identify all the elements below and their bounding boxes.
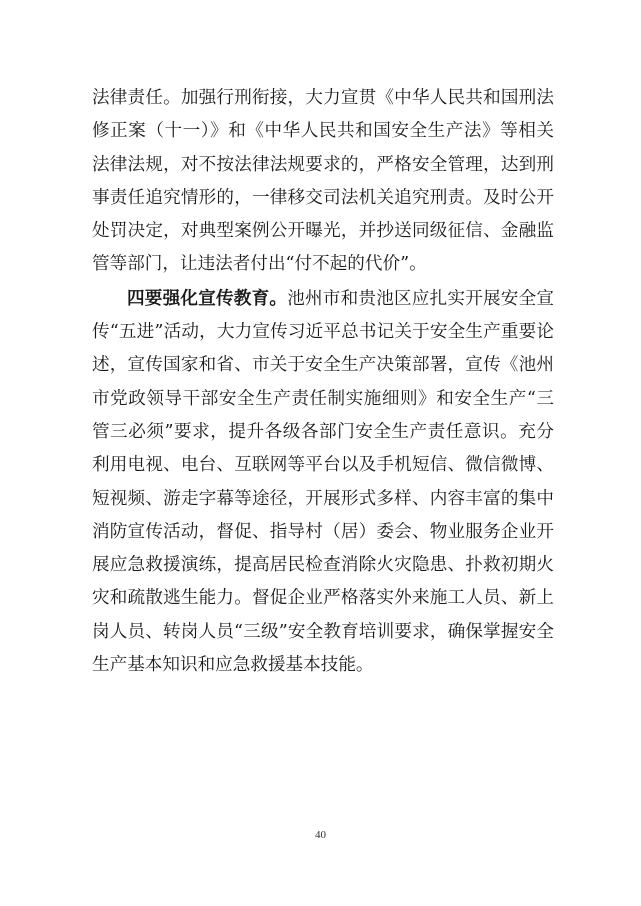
- paragraph-continuation: 法律责任。加强行刑衔接，大力宣贯《中华人民共和国刑法修正案（十一）》和《中华人民共和国安全生产法》等相关法律法规，对不按法律法规要求的，严格安全管理，达到刑事责任追究情形的，一律移交司法机关追究刑责。及时公开处罚决定，对典型案例公开曝光，并抄送同级征信、金融监管等部门，让违法者付出“付不起的代价”。: [92, 88, 554, 275]
- page-number: 40: [315, 829, 326, 841]
- body-text: [92, 82, 554, 682]
- paragraph-heading-bold: 四要强化宣传教育。: [127, 287, 288, 309]
- paragraph-body: 池州市和贵池区应扎实开展安全宣传“五进”活动，大力宣传习近平总书记关于安全生产重要论述，宣传国家和省、市关于安全生产决策部署，宣传《池州市党政领导干部安全生产责任制实施细则》和安全生产“三管三必须”要求，提升各级各部门安全生产责任意识。充分利用电视、电台、互联网等平台以及手机短信、微信微博、短视频、游走字幕等途径，开展形式多样、内容丰富的集中消防宣传活动，督促、指导村（居）委会、物业服务企业开展应急救援演练，提高居民检查消除火灾隐患、扑救初期火灾和疏散逃生能力。督促企业严格落实外来施工人员、新上岗人员、转岗人员“三级”安全教育培训要求，确保掌握安全生产基本知识和应急救援基本技能。: [92, 288, 554, 676]
- paragraph-publicity-education: [92, 282, 554, 683]
